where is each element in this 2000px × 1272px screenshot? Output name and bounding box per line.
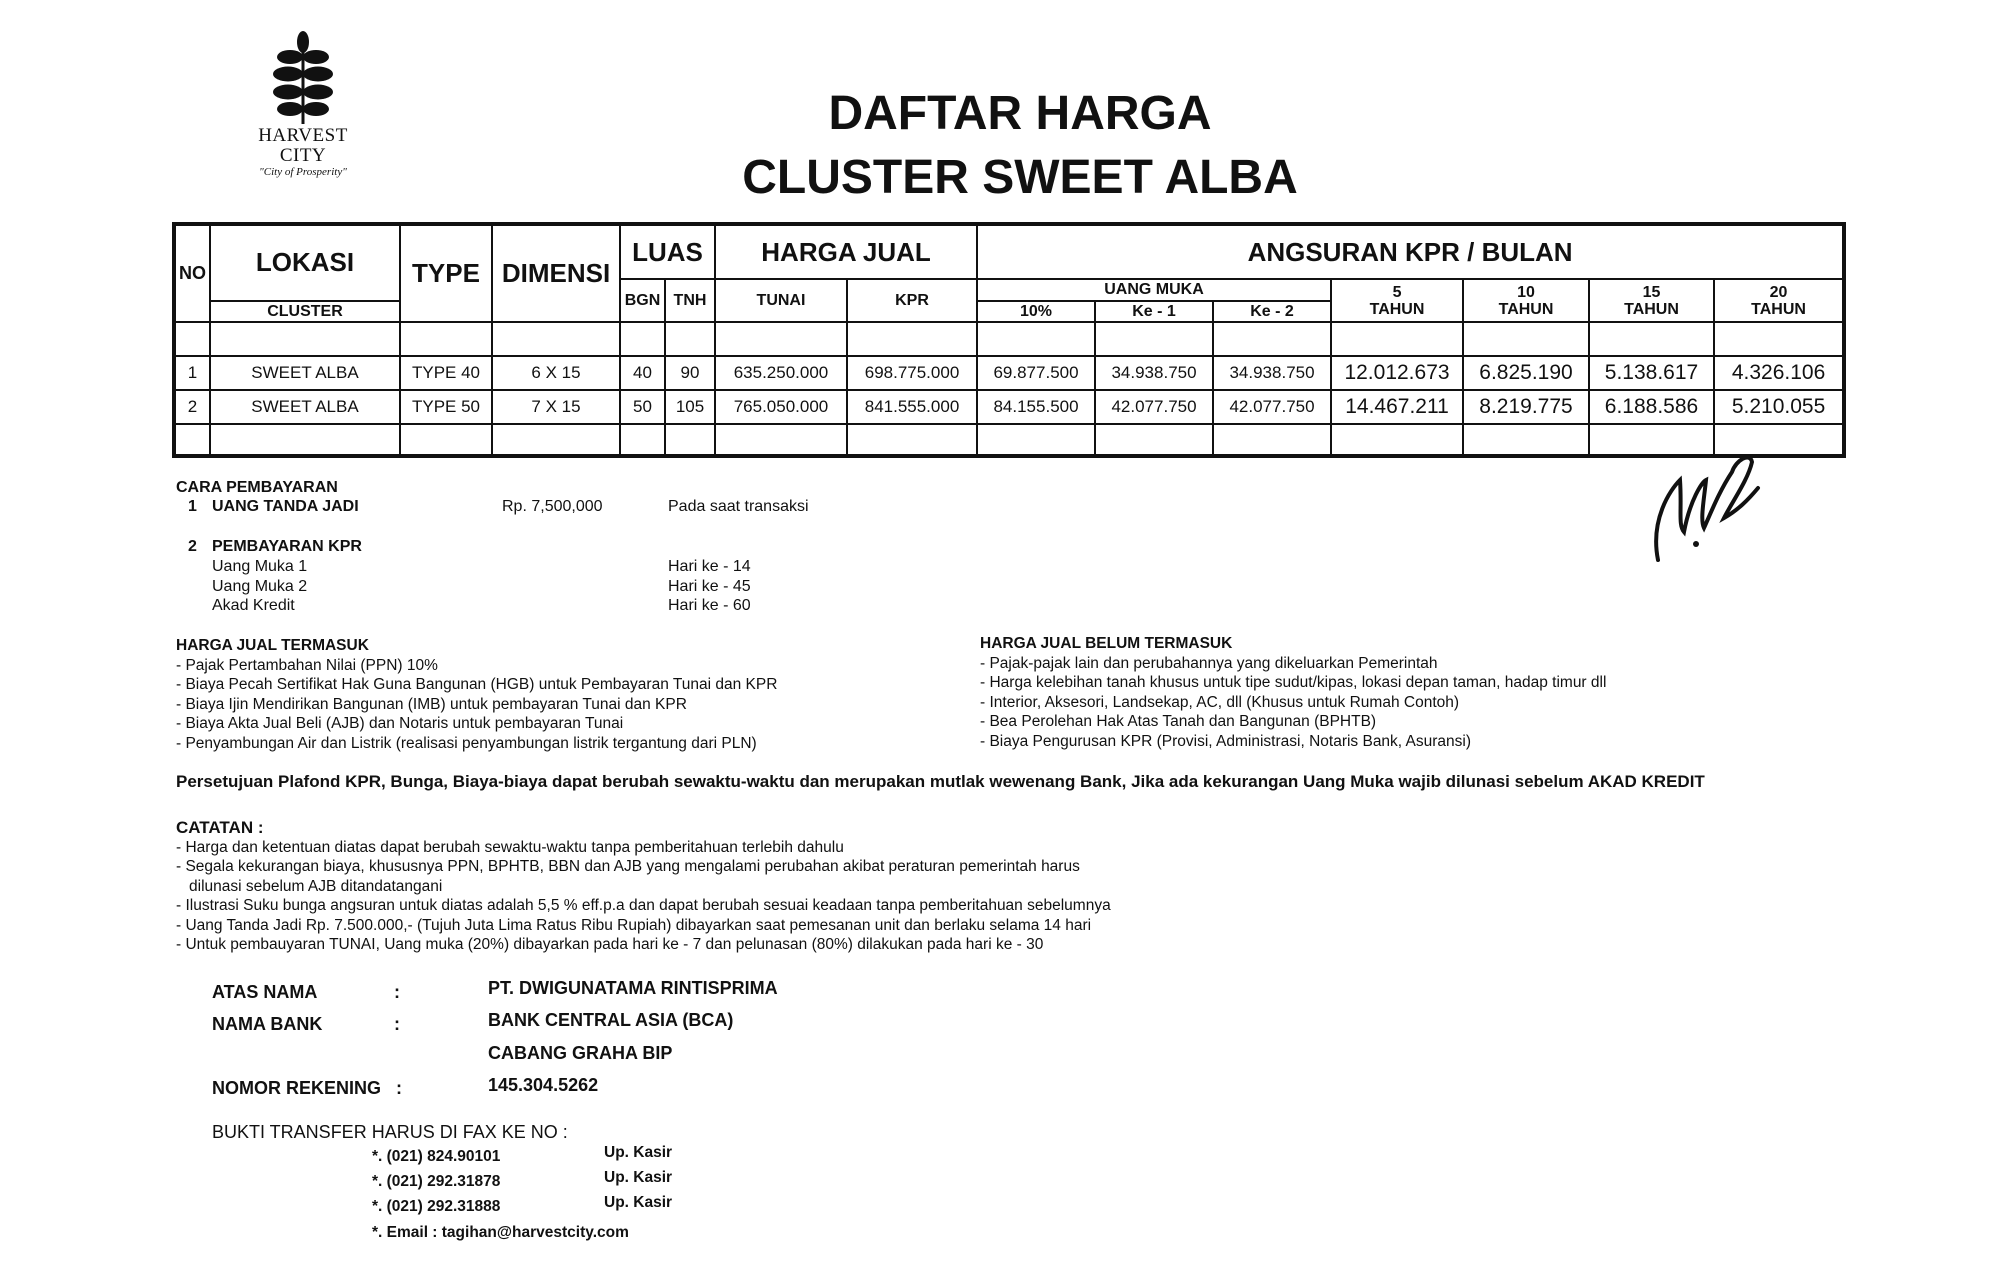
header-10-tahun: 10 TAHUN: [1463, 279, 1589, 322]
fax-heading: BUKTI TRANSFER HARUS DI FAX KE NO :: [212, 1122, 568, 1142]
table-row: 2 SWEET ALBA TYPE 50 7 X 15 50 105 765.050.000 841.555.000 84.155.500 42.077.750 42.077.750 14.467.211 8.219.775 6.188.586 5.210.055: [174, 390, 1844, 424]
persetujuan-note: Persetujuan Plafond KPR, Bunga, Biaya-biaya dapat berubah sewaktu-waktu dan merupakan mutlak wewenang Bank, Jika ada kekurangan Uang Muka wajib dilunasi sebelum AKAD KREDIT: [176, 772, 1705, 791]
logo-tagline: "City of Prosperity": [259, 166, 347, 178]
cara-sub-label: Akad Kredit: [212, 597, 295, 614]
list-item: - Biaya Pecah Sertifikat Hak Guna Bangunan (HGB) untuk Pembayaran Tunai dan KPR: [176, 676, 778, 693]
cara-sub-value: Hari ke - 45: [668, 578, 751, 595]
header-um-10: 10%: [977, 301, 1095, 322]
logo-line2: CITY: [279, 145, 327, 166]
header-harga-jual: HARGA JUAL: [715, 224, 977, 279]
fax-number: *. (021) 824.90101: [372, 1148, 501, 1165]
list-item: - Biaya Ijin Mendirikan Bangunan (IMB) untuk pembayaran Tunai dan KPR: [176, 695, 687, 713]
list-item: - Penyambungan Air dan Listrik (realisasi penyambungan listrik tergantung dari PLN): [176, 734, 757, 752]
header-tnh: TNH: [665, 279, 715, 322]
fax-number: *. (021) 292.31888: [372, 1198, 501, 1215]
header-dimensi: DIMENSI: [492, 224, 620, 322]
list-item: - Pajak Pertambahan Nilai (PPN) 10%: [176, 656, 438, 674]
termasuk-section: [176, 636, 976, 753]
header-um-ke1: Ke - 1: [1095, 301, 1213, 322]
header-kpr: KPR: [847, 279, 977, 322]
page-title: [700, 82, 1340, 210]
table-row: 1 SWEET ALBA TYPE 40 6 X 15 40 90 635.250.000 698.775.000 69.877.500 34.938.750 34.938.750 12.012.673 6.825.190 5.138.617 4.326.106: [174, 356, 1844, 390]
nama-bank-value: BANK CENTRAL ASIA (BCA): [488, 1010, 734, 1030]
atas-nama-value: PT. DWIGUNATAMA RINTISPRIMA: [488, 978, 778, 998]
list-item: - Interior, Aksesori, Landsekap, AC, dll (Khusus untuk Rumah Contoh): [980, 693, 1460, 711]
cara-item1-amount: Rp. 7,500,000: [502, 498, 603, 515]
list-item: - Biaya Akta Jual Beli (AJB) dan Notaris untuk pembayaran Tunai: [176, 715, 624, 732]
header-um-ke2: Ke - 2: [1213, 301, 1331, 322]
header-5-tahun: 5 TAHUN: [1331, 279, 1463, 322]
cara-sub-value: Hari ke - 14: [668, 558, 751, 575]
header-type: TYPE: [400, 224, 492, 322]
cara-sub-value: Hari ke - 60: [668, 597, 751, 614]
rekening-value: 145.304.5262: [488, 1075, 599, 1095]
rekening-colon: :: [396, 1078, 402, 1098]
list-item: dilunasi sebelum AJB ditandatangani: [189, 877, 443, 895]
belum-section: [980, 634, 1840, 751]
cara-item1-label: UANG TANDA JADI: [212, 498, 359, 515]
nama-bank-colon: :: [394, 1014, 400, 1034]
fax-up: Up. Kasir: [604, 1169, 673, 1186]
title-line2: CLUSTER SWEET ALBA: [742, 151, 1298, 204]
list-item: - Segala kekurangan biaya, khususnya PPN, BPHTB, BBN dan AJB yang mengalami perubahan akibat peraturan pemerintah harus: [176, 858, 1080, 875]
logo-line1: HARVEST: [258, 125, 348, 146]
cara-heading: CARA PEMBAYARAN: [176, 479, 338, 496]
table-row-empty: [174, 424, 1844, 456]
cara-item2-label: PEMBAYARAN KPR: [212, 538, 362, 555]
nama-bank-label: NAMA BANK: [212, 1014, 323, 1034]
cara-item1-note: Pada saat transaksi: [668, 498, 809, 515]
header-cluster: CLUSTER: [210, 301, 400, 322]
fax-email: *. Email : tagihan@harvestcity.com: [372, 1224, 629, 1241]
harvest-city-logo: [238, 30, 368, 178]
table-row-empty: [174, 322, 1844, 356]
belum-heading: HARGA JUAL BELUM TERMASUK: [980, 635, 1233, 652]
fax-up: Up. Kasir: [604, 1144, 673, 1161]
header-luas: LUAS: [620, 224, 715, 279]
list-item: - Harga kelebihan tanah khusus untuk tipe sudut/kipas, lokasi depan taman, hadap timur dll: [980, 674, 1607, 691]
price-table: [172, 222, 1846, 458]
list-item: - Bea Perolehan Hak Atas Tanah dan Bangunan (BPHTB): [980, 713, 1377, 730]
cara-item2-num: 2: [188, 538, 197, 555]
cara-item1-num: 1: [188, 498, 197, 515]
fax-number: *. (021) 292.31878: [372, 1173, 501, 1190]
atas-nama-label: ATAS NAMA: [212, 982, 318, 1002]
header-20-tahun: 20 TAHUN: [1714, 279, 1844, 322]
header-bgn: BGN: [620, 279, 665, 322]
termasuk-heading: HARGA JUAL TERMASUK: [176, 637, 369, 654]
list-item: - Pajak-pajak lain dan perubahannya yang dikeluarkan Pemerintah: [980, 654, 1438, 672]
fax-up: Up. Kasir: [604, 1194, 673, 1211]
cabang-value: CABANG GRAHA BIP: [488, 1043, 673, 1063]
header-lokasi: LOKASI: [210, 224, 400, 301]
cara-sub-label: Uang Muka 2: [212, 578, 308, 595]
cara-sub-label: Uang Muka 1: [212, 558, 308, 575]
leaf-icon: [268, 30, 338, 126]
title-line1: DAFTAR HARGA: [828, 87, 1212, 140]
list-item: - Biaya Pengurusan KPR (Provisi, Administrasi, Notaris Bank, Asuransi): [980, 732, 1472, 750]
header-15-tahun: 15 TAHUN: [1589, 279, 1714, 322]
list-item: - Uang Tanda Jadi Rp. 7.500.000,- (Tujuh Juta Lima Ratus Ribu Rupiah) dibayarkan saat pemesanan unit dan berlaku selama 14 hari: [176, 916, 1092, 934]
header-angsuran: ANGSURAN KPR / BULAN: [977, 224, 1844, 279]
header-uang-muka: UANG MUKA: [977, 279, 1331, 300]
header-no: NO: [174, 224, 210, 322]
catatan-heading: CATATAN :: [176, 818, 264, 837]
signature: [1640, 440, 1770, 570]
atas-nama-colon: :: [394, 982, 400, 1002]
catatan-section: [176, 818, 1376, 955]
rekening-label: NOMOR REKENING: [212, 1078, 382, 1098]
list-item: - Untuk pembauyaran TUNAI, Uang muka (20%) dibayarkan pada hari ke - 7 dan pelunasan (80%) dilakukan pada hari ke - 30: [176, 936, 1044, 953]
header-tunai: TUNAI: [715, 279, 847, 322]
list-item: - Harga dan ketentuan diatas dapat berubah sewaktu-waktu tanpa pemberitahuan terlebih dahulu: [176, 838, 844, 856]
list-item: - Ilustrasi Suku bunga angsuran untuk diatas adalah 5,5 % eff.p.a dan dapat berubah sesuai keadaan tanpa pemberitahuan sebelumnya: [176, 897, 1111, 914]
